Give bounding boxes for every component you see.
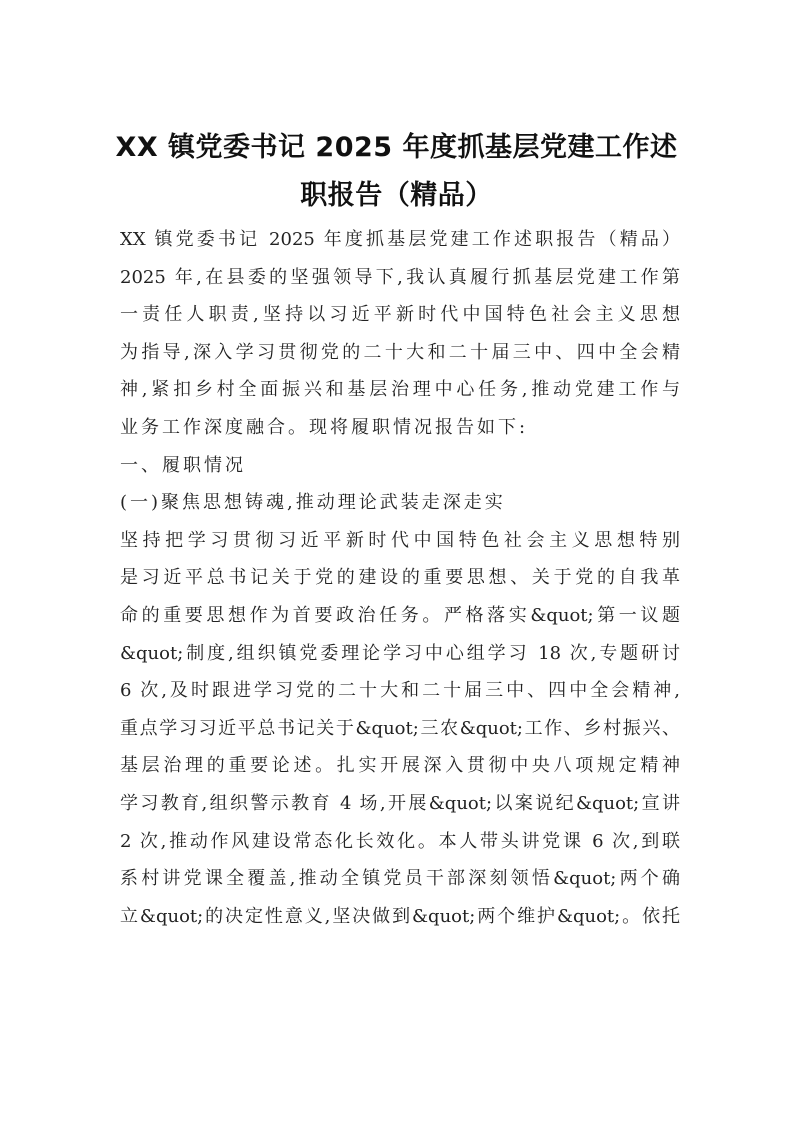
subsection-heading: (一)聚焦思想铸魂,推动理论武装走深走实 xyxy=(120,492,506,514)
body-line: 是习近平总书记关于党的建设的重要思想、关于党的自我革 xyxy=(120,567,680,589)
section-heading: 一、履职情况 xyxy=(120,454,246,476)
body-line: 基层治理的重要论述。扎实开展深入贯彻中央八项规定精神 xyxy=(120,755,680,777)
body-line: 2025 年,在县委的坚强领导下,我认真履行抓基层党建工作第 xyxy=(120,266,680,288)
body-line: 为指导,深入学习贯彻党的二十大和二十届三中、四中全会精 xyxy=(120,341,680,363)
document-body xyxy=(120,221,680,935)
body-line: 重点学习习近平总书记关于&quot;三农&quot;工作、乡村振兴、 xyxy=(120,717,680,739)
body-line: 系村讲党课全覆盖,推动全镇党员干部深刻领悟&quot;两个确 xyxy=(120,868,680,890)
body-line: 立&quot;的决定性意义,坚决做到&quot;两个维护&quot;。依托 xyxy=(120,905,680,927)
body-line-subtitle: XX 镇党委书记 2025 年度抓基层党建工作述职报告（精品） xyxy=(120,229,680,250)
body-line: 6 次,及时跟进学习党的二十大和二十届三中、四中全会精神, xyxy=(120,680,680,702)
title-line-2: 职报告（精品） xyxy=(300,180,493,211)
body-line: 一责任人职责,坚持以习近平新时代中国特色社会主义思想 xyxy=(120,304,680,326)
body-line: 学习教育,组织警示教育 4 场,开展&quot;以案说纪&quot;宣讲 xyxy=(120,792,680,814)
body-line: 命的重要思想作为首要政治任务。严格落实&quot;第一议题 xyxy=(120,604,680,626)
document-title xyxy=(100,124,693,220)
body-line: 2 次,推动作风建设常态化长效化。本人带头讲党课 6 次,到联 xyxy=(120,830,680,852)
body-line: &quot;制度,组织镇党委理论学习中心组学习 18 次,专题研讨 xyxy=(120,642,680,664)
body-line: 神,紧扣乡村全面振兴和基层治理中心任务,推动党建工作与 xyxy=(120,379,680,401)
body-line: 坚持把学习贯彻习近平新时代中国特色社会主义思想特别 xyxy=(120,529,680,551)
title-line-1: XX 镇党委书记 2025 年度抓基层党建工作述 xyxy=(115,132,678,163)
body-line: 业务工作深度融合。现将履职情况报告如下: xyxy=(120,416,529,438)
